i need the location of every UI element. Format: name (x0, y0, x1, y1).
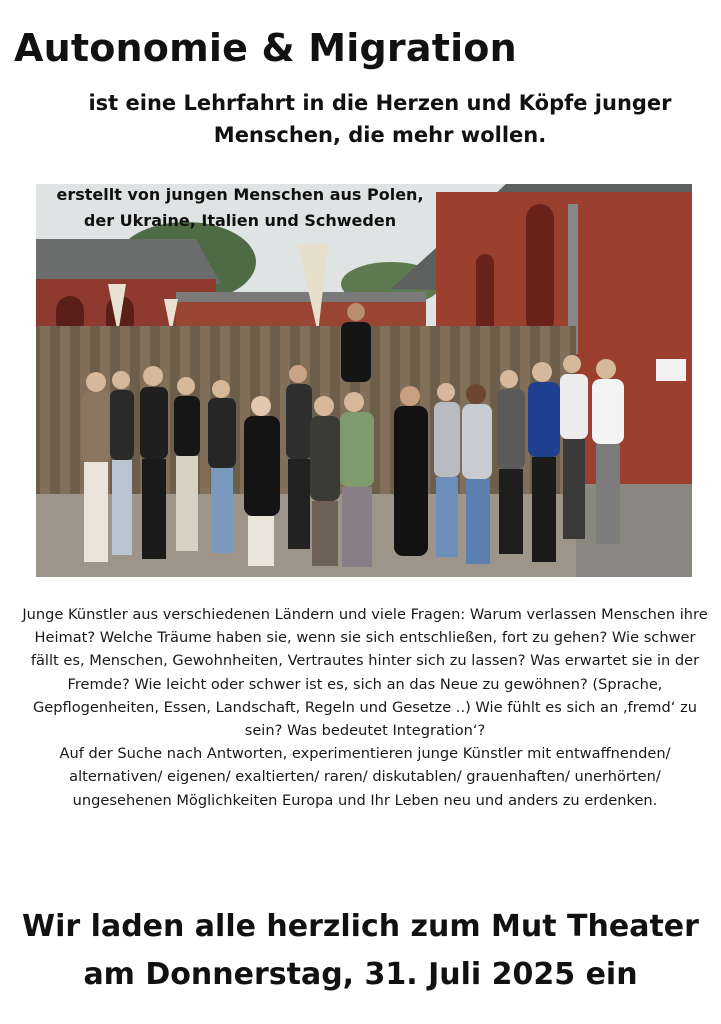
invitation-text (0, 903, 721, 999)
group-photo-illustration (36, 184, 692, 577)
invitation-line-2: am Donnerstag, 31. Juli 2025 ein (83, 957, 638, 992)
group-photo (36, 184, 692, 577)
credit-text (30, 182, 450, 234)
description-paragraph-1: Junge Künstler aus verschiedenen Ländern und viele Fragen: Warum verlassen Menschen ihre Heimat? Welche Träume haben sie, wenn sie sich entschließen, fort zu gehen? Wie schwer fällt es, Menschen, Gewohnheiten, Vertrautes hinter sich zu lassen? Was erwartet sie in der Fremde? Wie leicht oder schwer ist es, sich an das Neue zu gewöhnen? (Sprache, Gepflogenheiten, Essen, Landschaft, Regeln und Gesetze ..) Wie fühlt es sich an ‚fremd‘ zu sein? Was bedeutet Integration‘? (22, 606, 708, 740)
credit-line-1: erstellt von jungen Menschen aus Polen, (56, 185, 424, 204)
invitation-line-1: Wir laden alle herzlich zum Mut Theater (22, 909, 699, 944)
credit-line-2: der Ukraine, Italien und Schweden (83, 211, 397, 230)
subtitle-line-2: Menschen, die mehr wollen. (213, 123, 547, 147)
description-paragraph-2: Auf der Suche nach Antworten, experimentieren junge Künstler mit entwaffnenden/ alternativen/ eigenen/ exaltierten/ raren/ diskutablen/ grauenhaften/ unerhörten/ ungesehenen Möglichkeiten Europa und Ihr Leben neu und anders zu erdenken. (59, 745, 671, 809)
poster-title: Autonomie & Migration (14, 26, 517, 70)
poster-subtitle (70, 87, 690, 151)
description-text (20, 603, 710, 812)
subtitle-line-1: ist eine Lehrfahrt in die Herzen und Köpfe junger (88, 91, 672, 115)
